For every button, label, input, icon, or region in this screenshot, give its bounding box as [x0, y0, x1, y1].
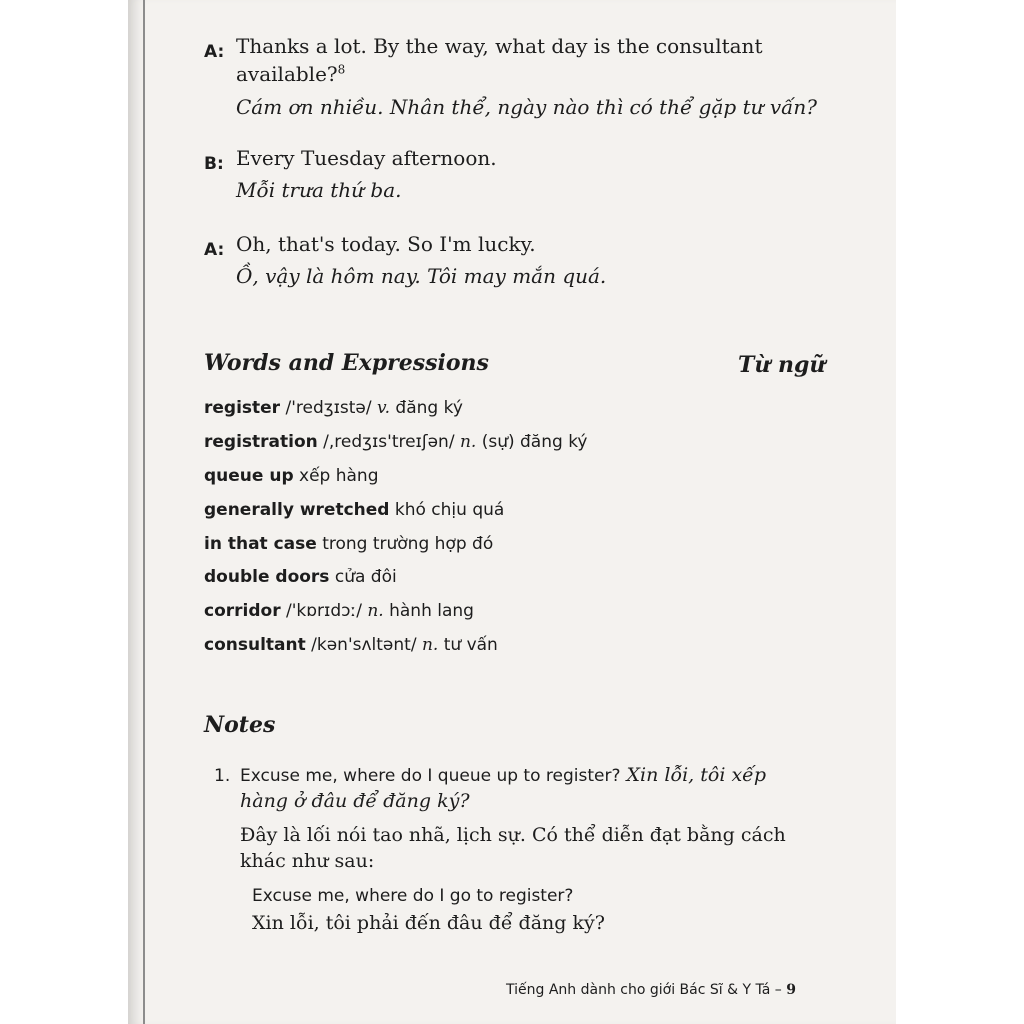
entry-meaning: cửa đôi: [329, 567, 397, 587]
entry-pos: n.: [421, 635, 439, 655]
note-number: 1.: [214, 766, 231, 786]
entry-term: register: [204, 398, 281, 418]
dialogue-en-2: Every Tuesday afternoon.: [236, 146, 497, 170]
dialogue-line-2: [204, 150, 224, 174]
footer-title: Tiếng Anh dành cho giới Bác Sĩ & Y Tá –: [506, 982, 782, 998]
dialogue-vi-1: Cám ơn nhiều. Nhân thể, ngày nào thì có thể gặp tư vấn?: [236, 95, 818, 119]
dialogue-en-1: Thanks a lot. By the way, what day is the consultant: [236, 34, 763, 58]
note-vi-italic-cont: hàng ở đâu để đăng ký?: [240, 790, 470, 812]
dialogue-en-3: Oh, that's today. So I'm lucky.: [236, 232, 536, 256]
dialogue-en-1-cont: available?: [236, 62, 338, 86]
entry-meaning: hành lang: [383, 601, 474, 621]
word-entry: [204, 398, 463, 418]
entry-ipa: /kən'sʌltənt/: [305, 635, 422, 655]
entry-meaning: khó chịu quá: [389, 500, 505, 520]
footnote-marker: 8: [337, 62, 346, 77]
dialogue-line-3: [204, 236, 224, 260]
page-edge-line: [143, 0, 145, 1024]
note-alt-en: Excuse me, where do I go to register?: [252, 886, 574, 906]
entry-meaning: xếp hàng: [293, 466, 379, 486]
entry-meaning: đăng ký: [390, 398, 463, 418]
entry-meaning: trong trường hợp đó: [316, 534, 494, 554]
note-en: Excuse me, where do I queue up to register?: [240, 766, 621, 786]
note-vi-italic: Xin lỗi, tôi xếp: [620, 764, 767, 786]
speaker-label: A:: [204, 42, 225, 62]
page-footer: [506, 982, 796, 998]
entry-term: generally wretched: [204, 500, 390, 520]
entry-pos: n.: [367, 601, 384, 621]
entry-term: queue up: [204, 466, 294, 486]
word-entry: [204, 534, 493, 554]
dialogue-vi-2: Mỗi trưa thứ ba.: [236, 178, 402, 202]
dialogue-vi-3: Ồ, vậy là hôm nay. Tôi may mắn quá.: [236, 264, 607, 288]
entry-term: in that case: [204, 534, 317, 554]
speaker-label: B:: [204, 154, 224, 174]
words-heading-vi: Từ ngữ: [738, 352, 826, 378]
entry-term: registration: [204, 432, 318, 452]
speaker-label: A:: [204, 240, 225, 260]
word-entry: [204, 601, 474, 621]
entry-ipa: /'kɒrɪdɔː/: [280, 601, 368, 621]
word-entry: [204, 635, 498, 655]
entry-ipa: /'redʒɪstə/: [280, 398, 377, 418]
note-explanation-cont: khác như sau:: [240, 850, 375, 872]
page-number: 9: [786, 982, 796, 998]
words-heading: Words and Expressions: [204, 350, 489, 376]
entry-term: double doors: [204, 567, 330, 587]
dialogue-line-1: [204, 38, 224, 62]
dialogue-en-1b: [236, 62, 345, 86]
entry-pos: v.: [377, 398, 390, 418]
notes-heading: Notes: [204, 712, 276, 738]
word-entry: [204, 432, 588, 452]
word-entry: [204, 567, 397, 587]
entry-ipa: /,redʒɪs'treɪʃən/: [317, 432, 460, 452]
entry-pos: n.: [459, 432, 477, 452]
word-entry: [204, 500, 504, 520]
entry-meaning: (sự) đăng ký: [476, 432, 588, 452]
note-alt-vi: Xin lỗi, tôi phải đến đâu để đăng ký?: [252, 912, 605, 934]
entry-meaning: tư vấn: [438, 635, 498, 655]
entry-term: consultant: [204, 635, 306, 655]
entry-term: corridor: [204, 601, 281, 621]
note-line-1: [240, 764, 766, 786]
note-explanation: Đây là lối nói tao nhã, lịch sự. Có thể diễn đạt bằng cách: [240, 824, 786, 846]
word-entry: [204, 466, 379, 486]
